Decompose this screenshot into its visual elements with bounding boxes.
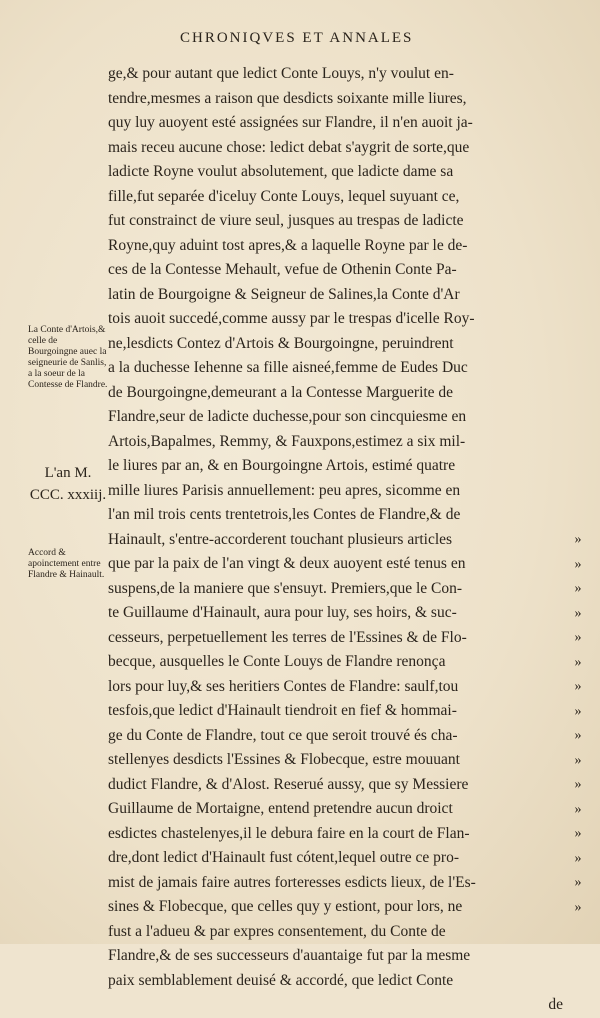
text-line: quy luy auoyent esté assignées sur Flandre, il n'en auoit ja- — [108, 114, 473, 131]
text-line: l'an mil trois cents trentetrois,les Contes de Flandre,& de — [108, 506, 461, 523]
text-line: tesfois,que ledict d'Hainault tiendroit en fief & hommai- — [108, 702, 457, 719]
quotation-mark: » — [574, 654, 582, 670]
text-line: sines & Flobecque, que celles quy y estiont, pour lors, ne — [108, 898, 463, 915]
main-text-block — [108, 62, 563, 1018]
text-line: cesseurs, perpetuellement les terres de l'Essines & de Flo- — [108, 628, 467, 646]
quotation-mark: » — [574, 850, 582, 866]
text-line: tois auoit succedé,comme aussy par le trespas d'icelle Roy- — [108, 310, 475, 327]
quotation-mark: » — [574, 875, 582, 890]
quotation-mark: » — [574, 581, 582, 596]
text-line: suspens,de la maniere que s'ensuyt. Premiers,que le Con- — [108, 579, 463, 597]
text-line: Flandre,seur de ladicte duchesse,pour son cincquiesme en — [108, 408, 467, 425]
quotation-mark: » — [574, 899, 582, 915]
text-line: Artois,Bapalmes, Remmy, & Fauxpons,estimez a six mil- — [108, 432, 466, 450]
text-line: fust a l'adueu & par expres consentement, du Conte de — [108, 922, 446, 940]
quotation-mark: » — [574, 826, 582, 841]
quotation-mark: » — [574, 679, 582, 694]
text-line: Hainault, s'entre-accorderent touchant plusieurs articles — [108, 530, 453, 548]
quotation-mark: » — [574, 630, 582, 645]
text-line: de Bourgoingne,demeurant a la Contesse Marguerite de — [108, 383, 454, 401]
quotation-mark: » — [574, 777, 582, 792]
text-line: esdictes chastelenyes,il le debura faire en la court de Flan- — [108, 824, 470, 842]
quotation-mark: » — [574, 801, 582, 817]
running-header: CHRONIQVES ET ANNALES — [180, 30, 414, 46]
text-line: le liures par an, & en Bourgoingne Artois, estimé quatre — [108, 457, 456, 474]
text-line: ces de la Contesse Mehault, vefue de Othenin Conte Pa- — [108, 261, 457, 278]
text-line: latin de Bourgoigne & Seigneur de Salines,la Conte d'Ar — [108, 285, 460, 303]
text-line: fille,fut separée d'iceluy Conte Louys, lequel suyuant ce, — [108, 187, 460, 205]
quotation-mark: » — [574, 703, 582, 719]
text-line: lors pour luy,& ses heritiers Contes de Flandre: saulf,tou — [108, 677, 459, 695]
text-line: Guillaume de Mortaigne, entend pretendre aucun droict — [108, 800, 453, 817]
text-line: ge du Conte de Flandre, tout ce que seroit trouvé és cha- — [108, 726, 458, 744]
catchword: de — [548, 996, 563, 1013]
quotation-mark: » — [574, 752, 582, 768]
margin-note-conte-artois: La Conte d'Artois,& celle de Bourgoingne auec la seigneurie de Sanlis, a la soeur de la Contesse de Flandre. — [28, 325, 108, 390]
text-line: paix semblablement deuisé & accordé, que ledict Conte — [108, 971, 454, 989]
text-line: becque, ausquelles le Conte Louys de Flandre renonça — [108, 653, 446, 670]
text-line: Royne,quy aduint tost apres,& a laquelle Royne par le de- — [108, 236, 468, 254]
quotation-mark: » — [574, 728, 582, 743]
margin-note-accord: Accord & apoinctement entre Flandre & Hainault. — [28, 548, 105, 580]
text-line: que par la paix de l'an vingt & deux auoyent esté tenus en — [108, 555, 466, 572]
text-line: mille liures Parisis annuellement: peu apres, sicomme en — [108, 481, 461, 499]
text-line: dre,dont ledict d'Hainault fust cótent,lequel outre ce pro- — [108, 849, 459, 866]
text-line: ladicte Royne voulut absolutement, que ladicte dame sa — [108, 163, 454, 180]
margin-note-year: L'an M. CCC. xxxiij. — [29, 465, 107, 503]
text-line: te Guillaume d'Hainault, aura pour luy, ses hoirs, & suc- — [108, 604, 457, 621]
text-line: stellenyes desdicts l'Essines & Flobecque, estre mouuant — [108, 751, 460, 768]
quotation-mark: » — [574, 605, 582, 621]
text-line: ne,lesdicts Contez d'Artois & Bourgoingne, peruindrent — [108, 334, 454, 352]
text-line: dudict Flandre, & d'Alost. Reserué aussy, que sy Messiere — [108, 775, 469, 793]
text-line: mist de jamais faire autres forteresses esdicts lieux, de l'Es- — [108, 873, 476, 891]
text-line: fut constrainct de viure seul, jusques au trespas de ladicte — [108, 212, 464, 229]
quotation-marks-column — [568, 528, 588, 920]
text-line: ge,& pour autant que ledict Conte Louys, n'y voulut en- — [108, 65, 454, 82]
quotation-mark: » — [574, 556, 582, 572]
text-line: tendre,mesmes a raison que desdicts soixante mille liures, — [108, 89, 467, 107]
quotation-mark: » — [574, 532, 582, 547]
text-line: Flandre,& de ses successeurs d'auantaige fut par la mesme — [108, 947, 471, 964]
text-line: mais receu aucune chose: ledict debat s'aygrit de sorte,que — [108, 138, 470, 156]
text-line: a la duchesse Iehenne sa fille aisneé,femme de Eudes Duc — [108, 359, 468, 376]
